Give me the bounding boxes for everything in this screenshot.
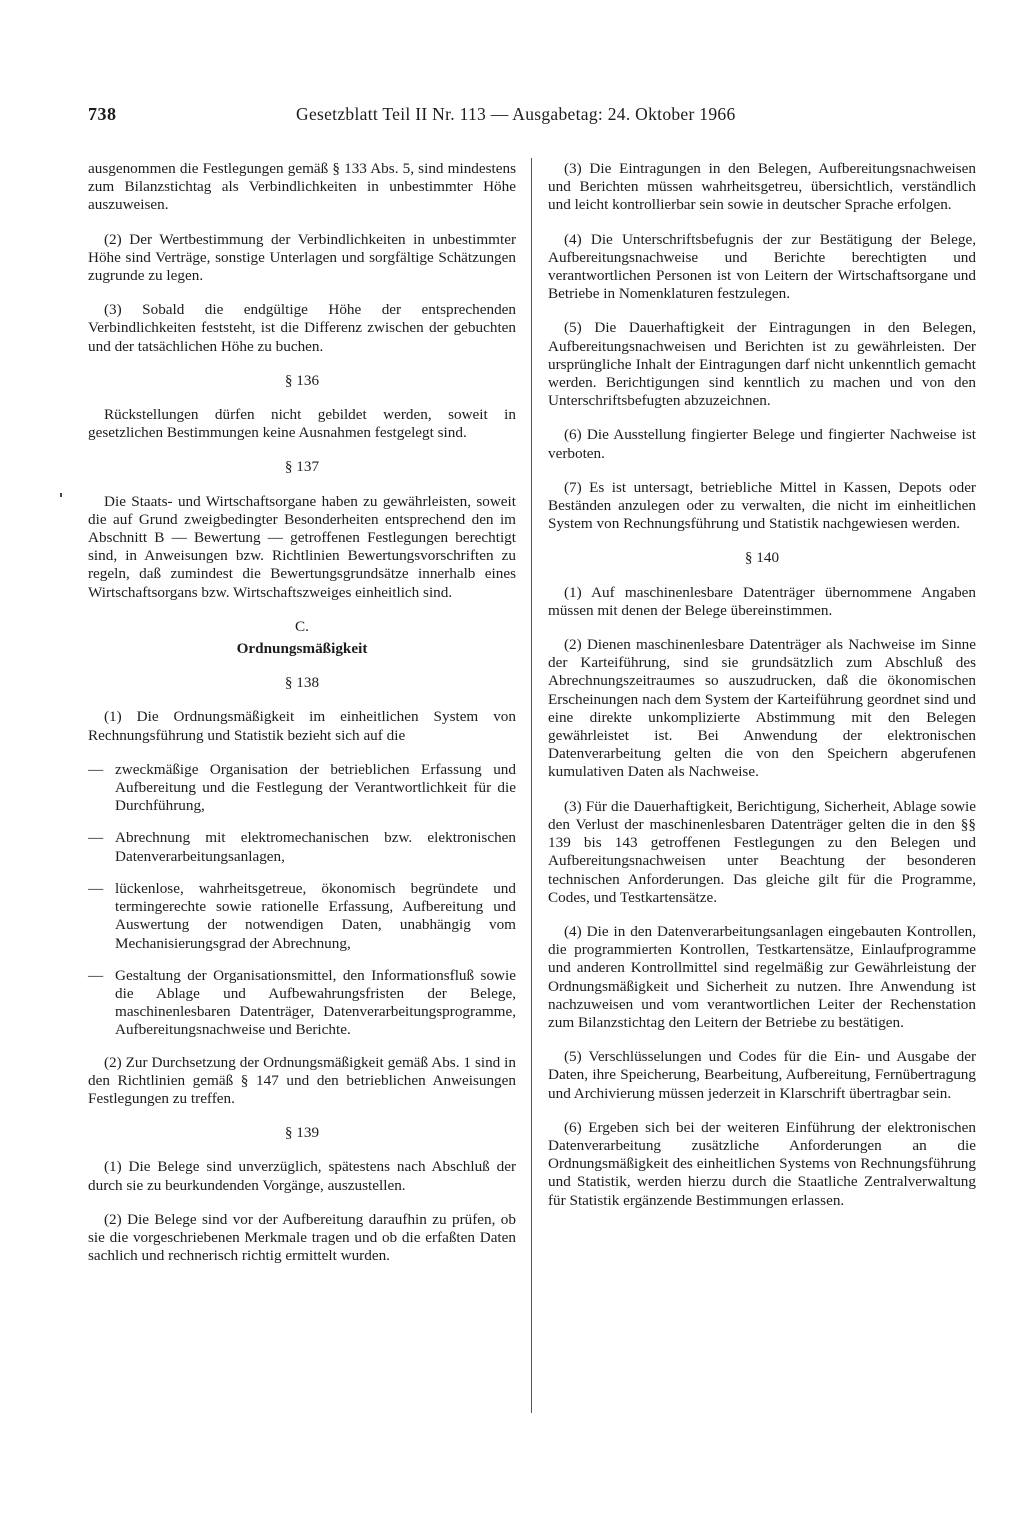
section-heading: § 139 <box>284 1124 320 1142</box>
page-header <box>88 104 780 134</box>
list-dash: — <box>88 760 104 778</box>
paragraph: (2) Der Wertbestimmung der Verbindlichkeiten in unbestimmter Höhe sind Verträge, sonstige Unterlagen und sorgfältige Schätzungen zugrunde zu legen. <box>88 230 516 285</box>
list-item-text: Gestaltung der Organisationsmittel, den Informationsfluß sowie die Ablage und Aufbewahrungsfristen der Belege, maschinenlesbaren Datenträger, Datenverarbeitungsprogramme, Aufbereitungsnachweise und Berichte. <box>115 966 516 1039</box>
list-item-text: zweckmäßige Organisation der betrieblichen Erfassung und Aufbereitung und die Festlegung der Verantwortlichkeit für die Durchführung, <box>115 760 516 815</box>
paragraph: (6) Ergeben sich bei der weiteren Einführung der elektronischen Datenverarbeitung zusätzliche Anforderungen an die Ordnungsmäßigkeit des einheitlichen Systems von Rechnungsführung und Statistik, werden hierzu durch die Staatliche Zentralverwaltung für Statistik ergänzende Bestimmungen erlassen. <box>548 1118 976 1209</box>
section-heading: § 136 <box>284 371 320 389</box>
paragraph: (6) Die Ausstellung fingierter Belege und fingierter Nachweise ist verboten. <box>548 426 976 462</box>
list-item <box>88 829 516 865</box>
page-title: Gesetzblatt Teil II Nr. 113 — Ausgabetag: 24. Oktober 1966 <box>296 104 736 124</box>
paragraph: (1) Die Belege sind unverzüglich, spätestens nach Abschluß der durch sie zu beurkundenden Vorgänge, auszustellen. <box>88 1158 516 1194</box>
paragraph: (5) Verschlüsselungen und Codes für die Ein- und Ausgabe der Daten, ihre Speicherung, Bearbeitung, Aufbereitung, Fernübertragung und Archivierung müssen jederzeit in Klarschrift übertragbar sein. <box>548 1048 976 1102</box>
paragraph: (3) Für die Dauerhaftigkeit, Berichtigung, Sicherheit, Ablage sowie den Verlust der maschinenlesbaren Datenträger gelten die in den §§ 139 bis 143 getroffenen Festlegungen zu den Belegen und Aufbereitungsnachweisen unter Beachtung der besonderen technischen Anforderungen. Das gleiche gilt für die Programme, Codes, und Testkartensätze. <box>548 797 976 906</box>
paragraph: ausgenommen die Festlegungen gemäß § 133 Abs. 5, sind mindestens zum Bilanzstichtag als Verbindlichkeiten in unbestimmter Höhe auszuweisen. <box>88 160 516 214</box>
list-dash: — <box>88 879 104 897</box>
chapter-title: Ordnungsmäßigkeit <box>236 640 368 658</box>
chapter-letter: C. <box>295 617 309 635</box>
paragraph: (3) Die Eintragungen in den Belegen, Aufbereitungsnachweisen und Berichten müssen wahrheitsgetreu, übersichtlich, verständlich und leicht kontrollierbar sein sowie in deutscher Sprache erfolgen. <box>548 160 976 214</box>
list-dash: — <box>88 966 104 984</box>
right-column <box>548 160 976 1226</box>
list-item-text: Abrechnung mit elektromechanischen bzw. elektronischen Datenverarbeitungsanlagen, <box>115 829 516 865</box>
paragraph: (4) Die in den Datenverarbeitungsanlagen eingebauten Kontrollen, die programmierten Kontrollen, Testkartensätze, Einlaufprogramme und anderen Kontrollmittel sind regelmäßig zur Gewährleistung der Ordnungsmäßigkeit und Sicherheit zu nutzen. Ihre Anwendung ist nachzuweisen und vom verantwortlichen Leiter der Rechenstation zum Bilanzstichtag den Leitern der Betriebe zu bestätigen. <box>548 922 976 1031</box>
margin-mark <box>60 493 62 497</box>
paragraph: (3) Sobald die endgültige Höhe der entsprechenden Verbindlichkeiten feststeht, ist die Differenz zwischen der gebuchten und der tatsächlichen Höhe zu buchen. <box>88 301 516 355</box>
paragraph: (4) Die Unterschriftsbefugnis der zur Bestätigung der Belege, Aufbereitungsnachweise und Berichte berechtigten und verantwortlichen Personen ist von Leitern der Wirtschaftsorgane und Betriebe in Nomenklaturen festzulegen. <box>548 230 976 303</box>
section-heading: § 138 <box>284 674 320 692</box>
page-number: 738 <box>88 104 117 124</box>
paragraph: (1) Auf maschinenlesbare Datenträger übernommene Angaben müssen mit denen der Belege übereinstimmen. <box>548 583 976 619</box>
paragraph: Rückstellungen dürfen nicht gebildet werden, soweit in gesetzlichen Bestimmungen keine Ausnahmen festgelegt sind. <box>88 406 516 442</box>
paragraph: (2) Zur Durchsetzung der Ordnungsmäßigkeit gemäß Abs. 1 sind in den Richtlinien gemäß § 147 und den betrieblichen Anweisungen Festlegungen zu treffen. <box>88 1053 516 1107</box>
paragraph: (1) Die Ordnungsmäßigkeit im einheitlichen System von Rechnungsführung und Statistik bezieht sich auf die <box>88 708 516 744</box>
paragraph: (5) Die Dauerhaftigkeit der Eintragungen in den Belegen, Aufbereitungsnachweisen und Berichten ist zu gewährleisten. Der ursprüngliche Inhalt der Eintragungen darf nicht unkenntlich gemacht werden. Berichtigungen sind kenntlich zu machen und von den Unterschriftsbefugten abzuzeichnen. <box>548 319 976 410</box>
list-item <box>88 967 516 1040</box>
list-dash: — <box>88 829 104 847</box>
paragraph: Die Staats- und Wirtschaftsorgane haben zu gewährleisten, soweit die auf Grund zweigbedingter Besonderheiten entsprechend den im Abschnitt B — Bewertung — getroffenen Festlegungen berechtigt sind, in Anweisungen bzw. Richtlinien Bewertungsvorschriften zu regeln, daß zumindest die Bewertungsgrundsätze innerhalb eines Wirtschaftsorgans bzw. Wirtschaftszweiges einheitlich sind. <box>88 492 516 601</box>
list-item <box>88 761 516 816</box>
column-divider <box>531 158 532 1413</box>
list-item <box>88 880 516 953</box>
list-item-text: lückenlose, wahrheitsgetreue, ökonomisch begründete und termingerechte sowie rationelle Erfassung, Aufbereitung und Auswertung der notwendigen Daten, unabhängig vom Mechanisierungsgrad der Abrechnung, <box>115 879 516 952</box>
section-heading: § 137 <box>284 458 320 476</box>
paragraph: (2) Dienen maschinenlesbare Datenträger als Nachweise im Sinne der Karteiführung, sind sie grundsätzlich zum Abschluß des Abrechnungszeitraumes so auszudrucken, daß die ökonomischen Erscheinungen nach dem System der Karteiführung geordnet sind und eine direkte unkomplizierte Abstimmung mit den Belegen gewährleistet ist. Bei Anwendung der elektronischen Datenverarbeitung gelten die von den Speichern abgerufenen kumulativen Daten als Nachweise. <box>548 636 976 781</box>
paragraph: (7) Es ist untersagt, betriebliche Mittel in Kassen, Depots oder Beständen anzulegen oder zu verwalten, die nicht im einheitlichen System von Rechnungsführung und Statistik nachgewiesen werden. <box>548 478 976 533</box>
left-column <box>88 160 516 1281</box>
paragraph: (2) Die Belege sind vor der Aufbereitung daraufhin zu prüfen, ob sie die vorgeschriebenen Merkmale tragen und ob die erfaßten Daten sachlich und rechnerisch richtig ermittelt wurden. <box>88 1210 516 1265</box>
section-heading: § 140 <box>744 549 780 567</box>
